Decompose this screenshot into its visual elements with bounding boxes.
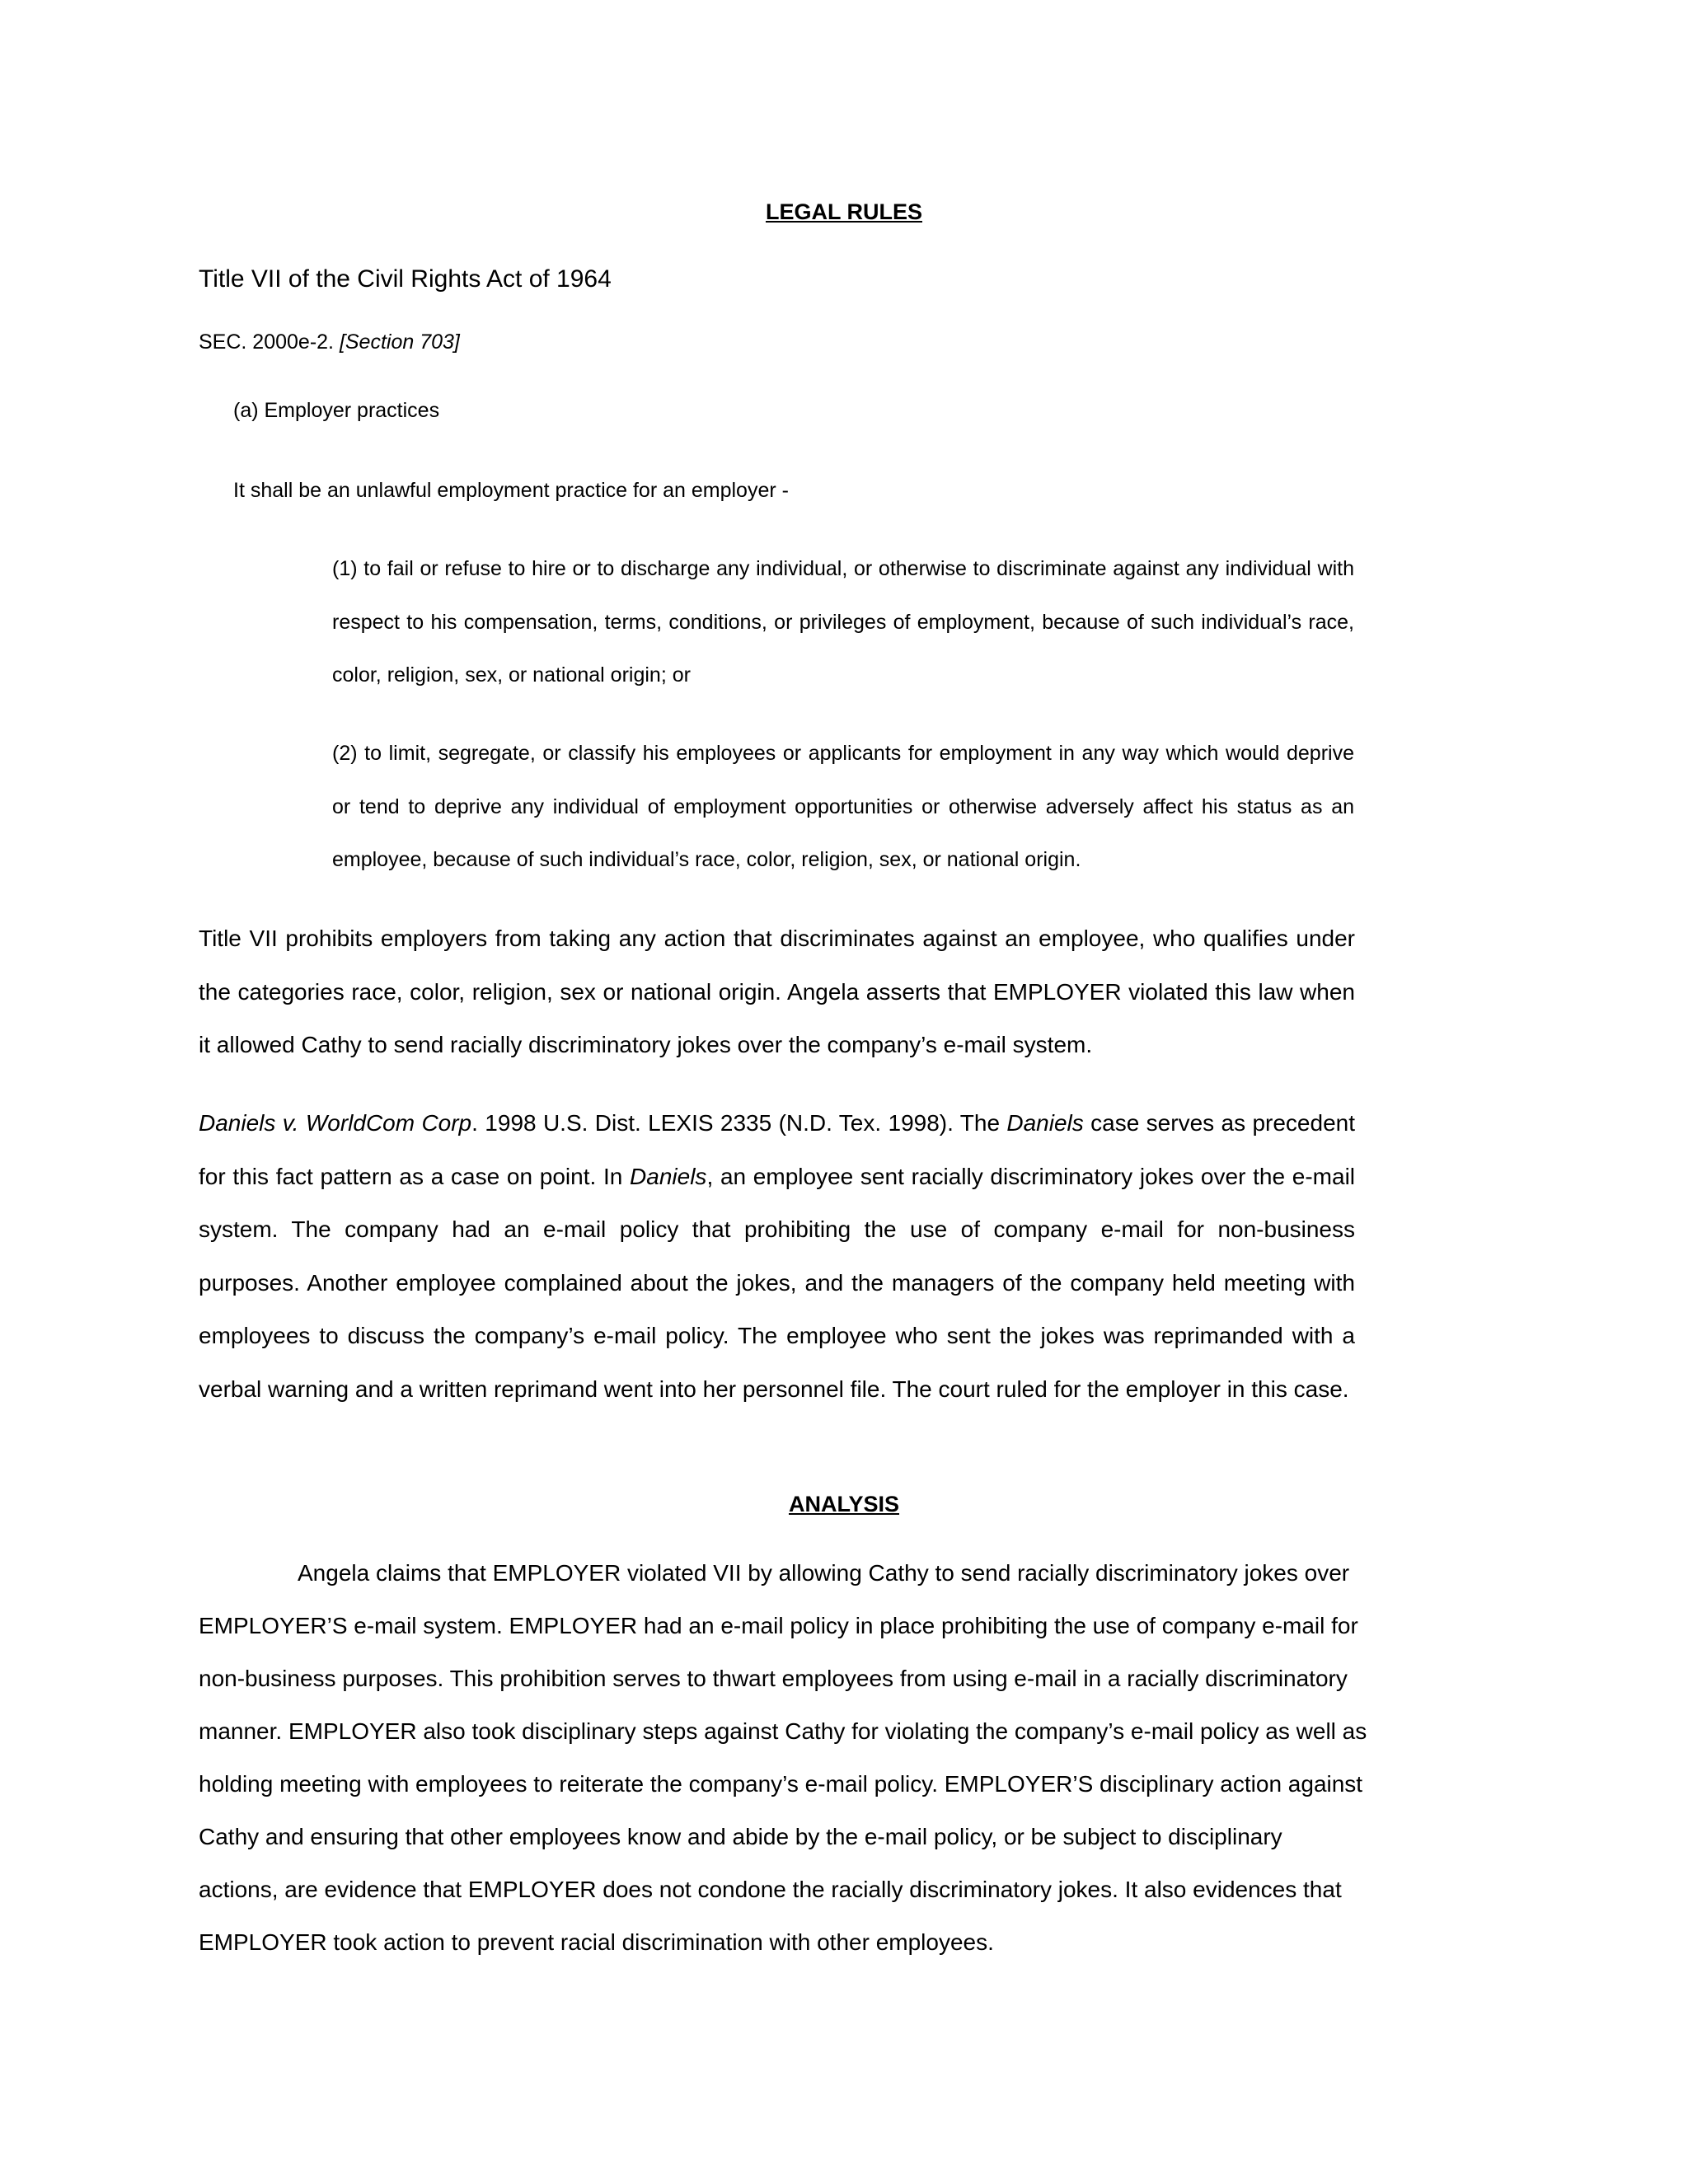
analysis-line: EMPLOYER’S e-mail system. EMPLOYER had an e-mail policy in place prohibiting the use of company e-mail for — [199, 1613, 1358, 1638]
case-short-name-1: Daniels — [1006, 1110, 1084, 1136]
case-name: Daniels v. WorldCom Corp — [199, 1110, 472, 1136]
case-text-1: case serves as precedent for this fact pattern as a case on point. In — [199, 1110, 1356, 1189]
case-paragraph — [199, 1097, 1355, 1416]
case-citation: . 1998 U.S. Dist. LEXIS 2335 (N.D. Tex. 1998). The — [471, 1110, 1007, 1136]
analysis-line: manner. EMPLOYER also took disciplinary steps against Cathy for violating the company’s e-mail policy as well as — [199, 1718, 1367, 1744]
case-text-2: , an employee sent racially discriminatory jokes over the e-mail system. The company had an e-mail policy that prohibiting the use of company e-mail for non-business purposes. Another employee complained about the jokes, and the managers of the company held meeting with employees to discuss the company’s e-mail policy. The employee who sent the jokes was reprimanded with a verbal warning and a written reprimand went into her personnel file. The court ruled for the employer in this case. — [199, 1163, 1356, 1402]
section-reference — [199, 330, 460, 354]
statute-clause-2: (2) to limit, segregate, or classify his employees or applicants for employment in any way which would deprive or tend to deprive any individual of employment opportunities or otherwise adversely affect his status as an employee, because of such individual’s race, color, religion, sex, or national origin. — [332, 742, 1354, 871]
case-short-name-2: Daniels — [630, 1163, 707, 1189]
statute-title: Title VII of the Civil Rights Act of 1964 — [199, 265, 612, 293]
analysis-line: Cathy and ensuring that other employees know and abide by the e-mail policy, or be subject to disciplinary — [199, 1824, 1282, 1849]
analysis-line: holding meeting with employees to reiterate the company’s e-mail policy. EMPLOYER’S disciplinary action against — [199, 1771, 1363, 1797]
analysis-line: EMPLOYER took action to prevent racial discrimination with other employees. — [199, 1929, 994, 1955]
analysis-heading: ANALYSIS — [788, 1492, 900, 1516]
legal-rules-heading: LEGAL RULES — [765, 199, 922, 224]
analysis-line: non-business purposes. This prohibition serves to thwart employees from using e-mail in a racially discriminatory — [199, 1666, 1348, 1691]
statute-intro: It shall be an unlawful employment practice for an employer - — [233, 479, 789, 502]
section-number: SEC. 2000e-2. — [199, 330, 340, 354]
statute-clause-1: (1) to fail or refuse to hire or to discharge any individual, or otherwise to discriminate against any individual with respect to his compensation, terms, conditions, or privileges of employment, because of such individual’s race, color, religion, sex, or national origin; or — [332, 557, 1354, 687]
subsection-a: (a) Employer practices — [233, 399, 440, 422]
analysis-line: actions, are evidence that EMPLOYER does not condone the racially discriminatory jokes. It also evidences that — [199, 1877, 1342, 1902]
section-bracket: [Section 703] — [339, 330, 460, 354]
rule-paragraph: Title VII prohibits employers from taking any action that discriminates against an employee, who qualifies under the categories race, color, religion, sex or national origin. Angela asserts that EMPLOYER violated this law when it allowed Cathy to send racially discriminatory jokes over the company’s e-mail system. — [199, 926, 1355, 1057]
analysis-line: Angela claims that EMPLOYER violated VII by allowing Cathy to send racially discriminatory jokes over — [298, 1560, 1350, 1586]
